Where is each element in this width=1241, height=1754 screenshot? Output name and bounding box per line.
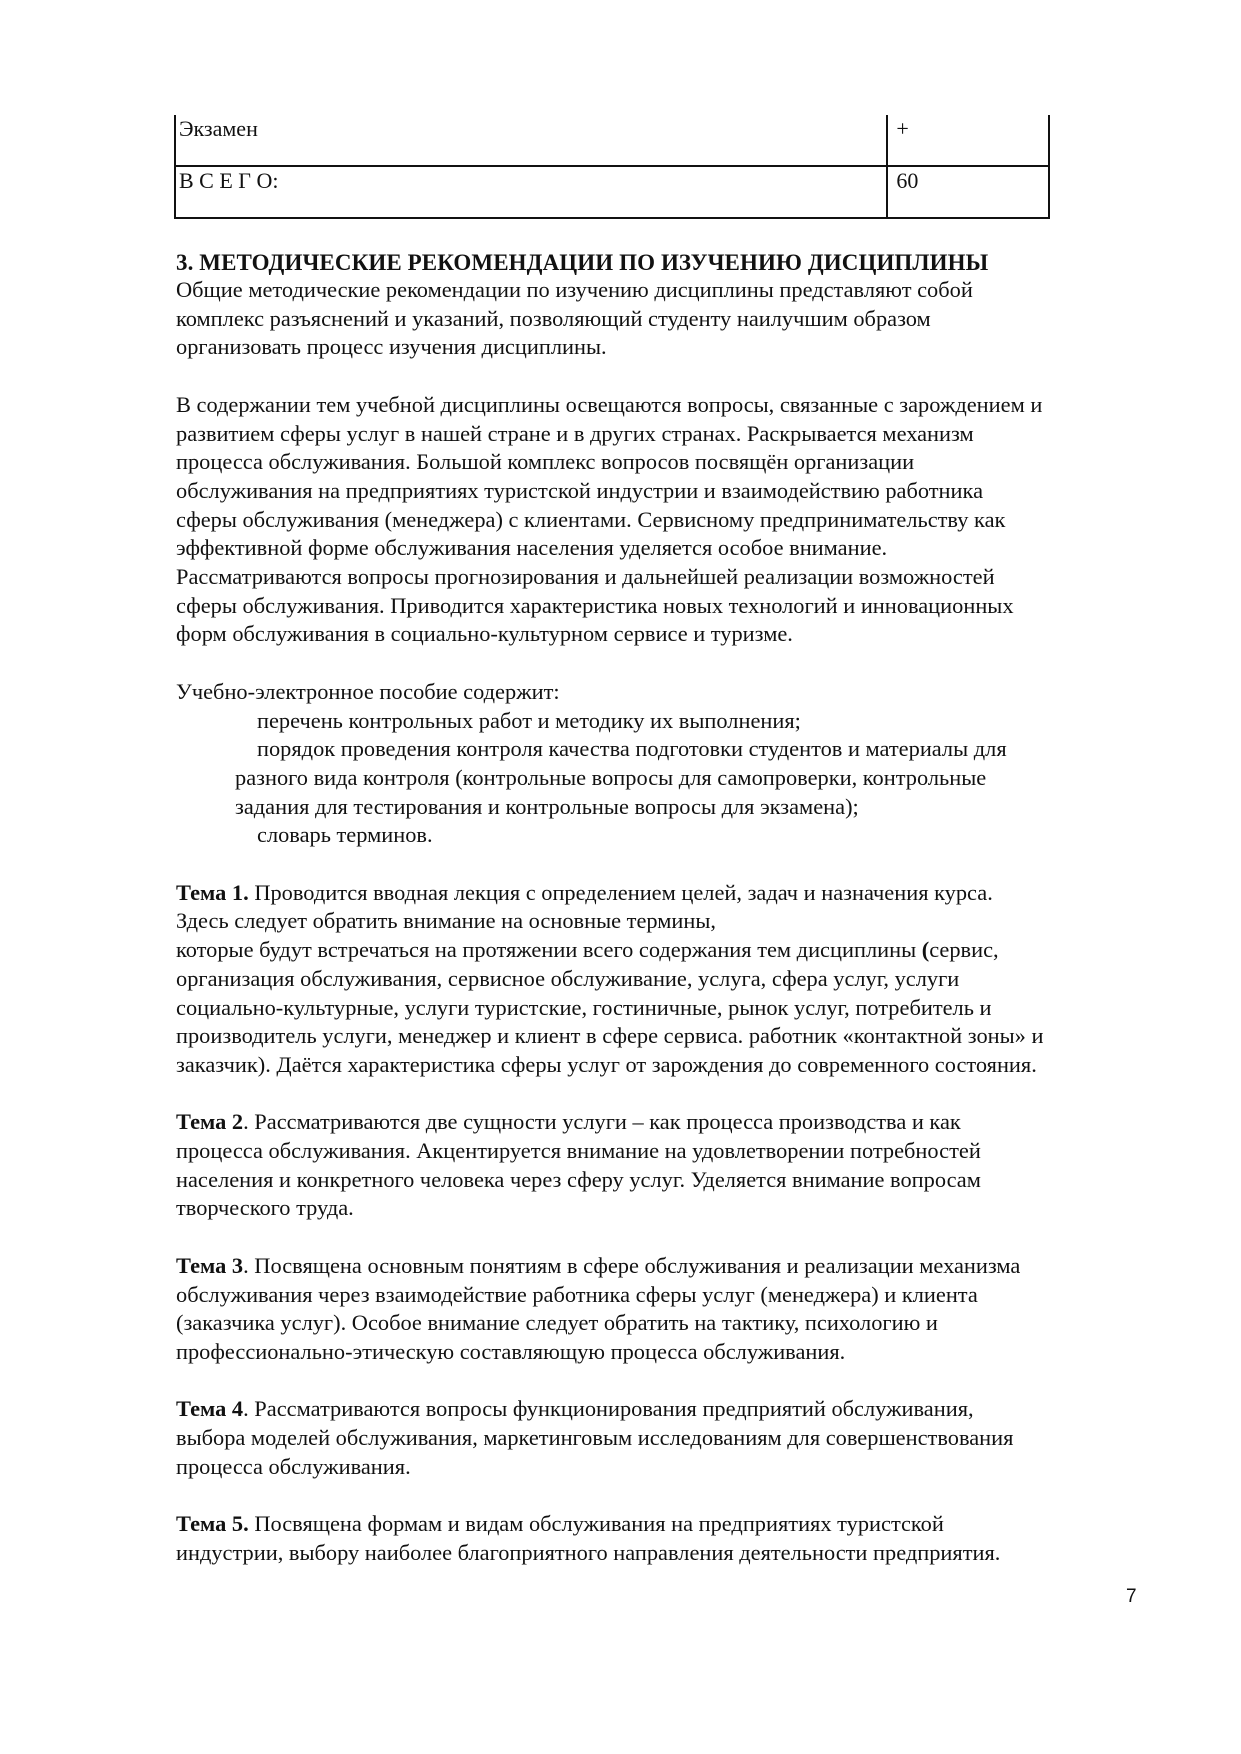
text-line: заказчик). Даётся характеристика сферы услуг от зарождения до современного состояния. (176, 1051, 1037, 1077)
list-item-continuation: задания для тестирования и контрольные вопросы для экзамена); (235, 793, 859, 819)
text-line: Проводится вводная лекция с определением целей, задач и назначения курса. (248, 879, 993, 905)
text-line: выбора моделей обслуживания, маркетинговым исследованиям для совершенствования (176, 1425, 1014, 1451)
page-number: 7 (1126, 1586, 1137, 1607)
topic-1 (176, 879, 1146, 908)
text-line: процесса обслуживания. Большой комплекс вопросов посвящён организации (176, 449, 915, 475)
text-line: (заказчика услуг). Особое внимание следует обратить на тактику, психологию и (176, 1310, 938, 1336)
hours-table (174, 115, 1050, 219)
text-line: сферы обслуживания (менеджера) с клиентами. Сервисному предпринимательству как (176, 506, 1006, 532)
topic-4 (176, 1395, 1146, 1424)
list-intro: Учебно-электронное пособие содержит: (176, 678, 560, 704)
text-line: организация обслуживания, сервисное обслуживание, услуга, сфера услуг, услуги (176, 965, 960, 991)
text-line: . Рассматриваются вопросы функционирования предприятий обслуживания, (243, 1396, 974, 1422)
text-span: которые будут встречаться на протяжении всего содержания тем дисциплины (176, 937, 922, 963)
topic-label: Тема 4 (176, 1396, 244, 1422)
section-heading: 3. МЕТОДИЧЕСКИЕ РЕКОМЕНДАЦИИ ПО ИЗУЧЕНИЮ ДИСЦИПЛИНЫ (176, 250, 989, 275)
section-body (176, 276, 1146, 1568)
text-line: профессионально-этическую составляющую процесса обслуживания. (176, 1338, 846, 1364)
text-line (176, 936, 1146, 965)
text-line: индустрии, выбору наиболее благоприятного направления деятельности предприятия. (176, 1539, 1001, 1565)
table-row (175, 115, 1049, 166)
list-item: порядок проведения контроля качества подготовки студентов и материалы для (257, 736, 1007, 762)
table-cell-label: Экзамен (175, 115, 887, 166)
topic-label: Тема 1. (176, 879, 249, 905)
topic-5 (176, 1510, 1146, 1539)
text-line: процесса обслуживания. (176, 1453, 411, 1479)
text-line: комплекс разъяснений и указаний, позволяющий студенту наилучшим образом (176, 305, 931, 331)
list-item: словарь терминов. (257, 822, 433, 848)
text-line: обслуживания на предприятиях туристской индустрии и взаимодействию работника (176, 477, 984, 503)
text-line: социально-культурные, услуги туристские, гостиничные, рынок услуг, потребитель и (176, 994, 992, 1020)
text-line: . Рассматриваются две сущности услуги – как процесса производства и как (243, 1109, 961, 1135)
text-line: организовать процесс изучения дисциплины. (176, 334, 607, 360)
list-item-continuation: разного вида контроля (контрольные вопросы для самопроверки, контрольные (235, 764, 987, 790)
text-line: эффективной форме обслуживания населения уделяется особое внимание. (176, 535, 888, 561)
topic-label: Тема 2 (176, 1109, 244, 1135)
topic-label: Тема 3 (176, 1252, 244, 1278)
list-item: перечень контрольных работ и методику их выполнения; (257, 707, 801, 733)
text-line: форм обслуживания в социально-культурном сервисе и туризме. (176, 621, 793, 647)
text-line: производитель услуги, менеджер и клиент в сфере сервиса. работник «контактной зоны» и (176, 1023, 1044, 1049)
table-cell-value: + (887, 115, 1049, 166)
text-line: развитием сферы услуг в нашей стране и в других странах. Раскрывается механизм (176, 420, 974, 446)
text-line: Посвящена формам и видам обслуживания на предприятиях туристской (248, 1511, 944, 1537)
text-line: обслуживания через взаимодействие работника сферы услуг (менеджера) и клиента (176, 1281, 978, 1307)
text-line: . Посвящена основным понятиям в сфере обслуживания и реализации механизма (243, 1252, 1021, 1278)
topic-label: Тема 5. (176, 1511, 249, 1537)
text-line: В содержании тем учебной дисциплины освещаются вопросы, связанные с зарождением и (176, 391, 1043, 417)
table-cell-value: 60 (887, 166, 1049, 218)
table-row (175, 166, 1049, 218)
text-span: ( (921, 937, 930, 963)
text-line: Здесь следует обратить внимание на основные термины, (176, 908, 717, 934)
text-line: сферы обслуживания. Приводится характеристика новых технологий и инновационных (176, 592, 1014, 618)
text-line: творческого труда. (176, 1195, 354, 1221)
table-cell-label: В С Е Г О: (175, 166, 887, 218)
text-line: Рассматриваются вопросы прогнозирования и дальнейшей реализации возможностей (176, 564, 995, 590)
text-line: населения и конкретного человека через сферу услуг. Уделяется внимание вопросам (176, 1166, 981, 1192)
text-span: сервис, (929, 937, 999, 963)
text-line: Общие методические рекомендации по изучению дисциплины представляют собой (176, 277, 973, 302)
topic-3 (176, 1252, 1146, 1281)
text-line: процесса обслуживания. Акцентируется внимание на удовлетворении потребностей (176, 1138, 981, 1164)
topic-2 (176, 1108, 1146, 1137)
